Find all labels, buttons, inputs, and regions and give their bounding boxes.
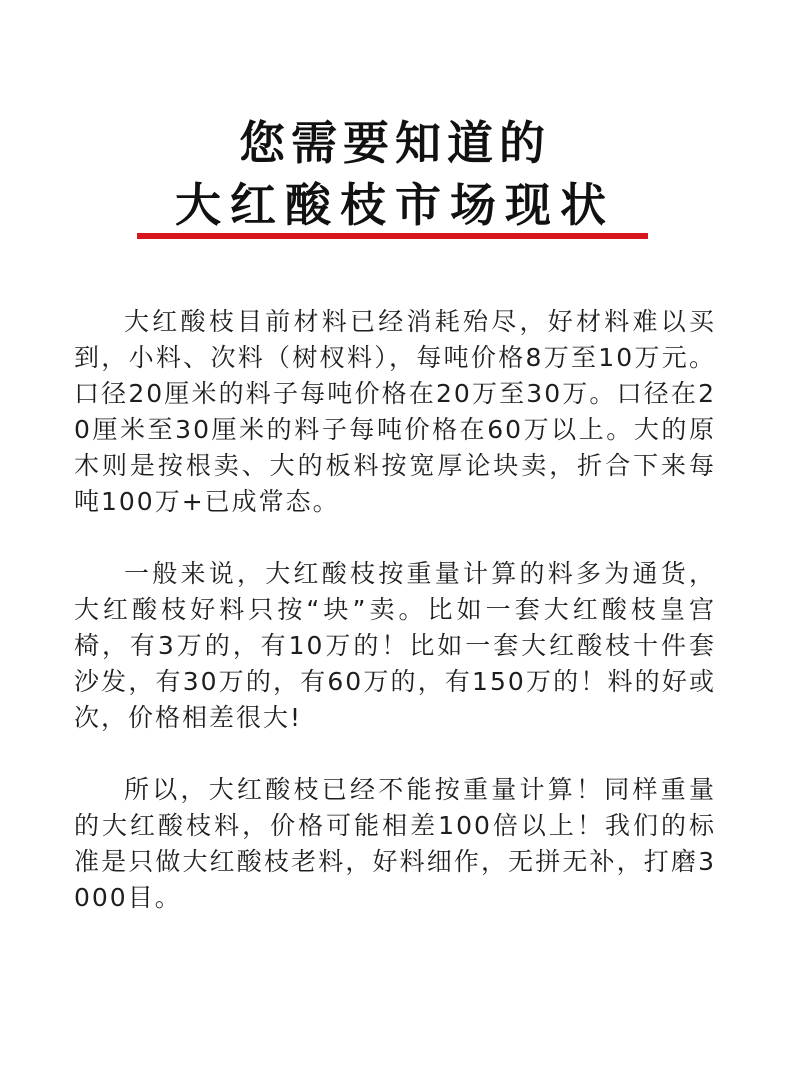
title-underline-divider <box>137 233 648 239</box>
paragraph-market-prices: 大红酸枝目前材料已经消耗殆尽，好材料难以买到，小料、次料（树杈料），每吨价格8万至10万元。口径20厘米的料子每吨价格在20万至30万。口径在20厘米至30厘米的料子每吨价格在60万以上。大的原木则是按根卖、大的板料按宽厚论块卖，折合下来每吨100万+已成常态。 <box>74 307 716 516</box>
paragraph-sold-by-piece: 一般来说，大红酸枝按重量计算的料多为通货，大红酸枝好料只按“块”卖。比如一套大红酸枝皇宫椅，有3万的，有10万的！比如一套大红酸枝十件套沙发，有30万的，有60万的，有150万的！料的好或次，价格相差很大! <box>74 559 716 732</box>
title-line-2: 大红酸枝市场现状 <box>175 178 615 232</box>
title-line-1: 您需要知道的 <box>239 116 551 170</box>
paragraph-our-standard: 所以，大红酸枝已经不能按重量计算！同样重量的大红酸枝料，价格可能相差100倍以上！我们的标准是只做大红酸枝老料，好料细作，无拼无补，打磨3000目。 <box>74 775 716 912</box>
article-body <box>74 304 716 952</box>
page-title <box>0 112 790 236</box>
